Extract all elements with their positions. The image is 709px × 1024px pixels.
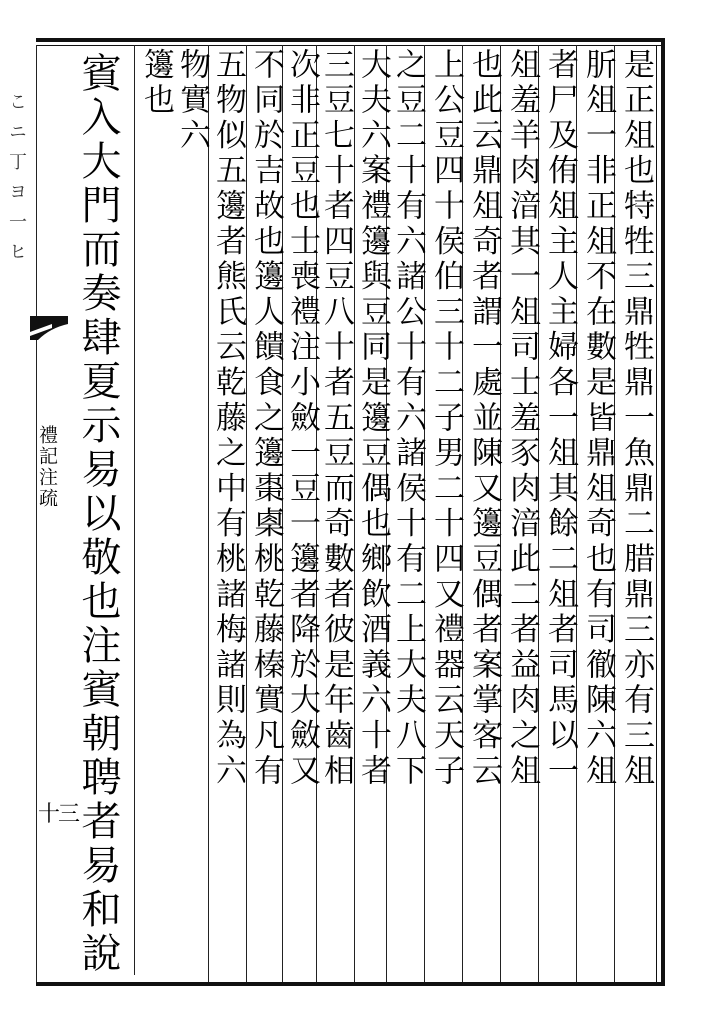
text-column: 三豆七十者四豆八十者五豆而奇數者彼是年齒相 (318, 48, 354, 790)
frame-bottom-rule (36, 982, 665, 986)
text-column: 肵俎一非正俎不在數是皆鼎俎奇也有司徹陳六俎 (580, 48, 616, 790)
text-column: 大夫六案禮籩與豆同是籩豆偶也鄉飲酒義六十者 (355, 48, 391, 790)
fish-tail-mark-icon (30, 314, 70, 342)
frame-top-rule (36, 38, 665, 42)
text-column: 物實六 (174, 48, 210, 154)
side-title: 禮記注疏 (36, 425, 58, 509)
text-column: 之豆二十有六諸公十有六諸侯十有二上大夫八下 (390, 48, 426, 790)
main-text-column: 賓入大門而奏肆夏示易以敬也注賓朝聘者易和說 (75, 52, 121, 976)
text-column: 次非正豆也士喪禮注小斂一豆一籩者降於大斂又 (284, 48, 320, 790)
column-rule (134, 45, 135, 975)
text-column: 籩也 (138, 48, 174, 119)
frame-top-inner-rule (36, 45, 665, 46)
text-column: 不同於吉故也籩人饋食之籩棗㮚桃乾藤榛實凡有 (248, 48, 284, 790)
frame-right-rule (661, 38, 665, 986)
leaf-number: 十三 (38, 802, 79, 827)
text-column: 者尸及侑俎主人主婦各一俎其餘二俎者司馬以一 (542, 48, 578, 790)
text-column: 上公豆四十侯伯三十二子男二十四又禮器云天子 (428, 48, 464, 790)
frame-left-rule (36, 45, 37, 982)
text-column: 也此云鼎俎奇者謂一處並陳又籩豆偶者案掌客云 (466, 48, 502, 790)
margin-marks: こニ丁ヨ一ヒ (6, 92, 27, 272)
text-column: 俎羞羊肉湆其一俎司士羞豕肉湆此二者益肉之俎 (504, 48, 540, 790)
frame-right-inner-rule (656, 45, 657, 982)
binding-margin (0, 40, 36, 990)
text-column: 五物似五籩者熊氏云乾藤之中有桃諸梅諸則為六 (210, 48, 246, 790)
text-column: 是正俎也特牲三鼎牲鼎一魚鼎二腊鼎三亦有三俎 (618, 48, 654, 790)
